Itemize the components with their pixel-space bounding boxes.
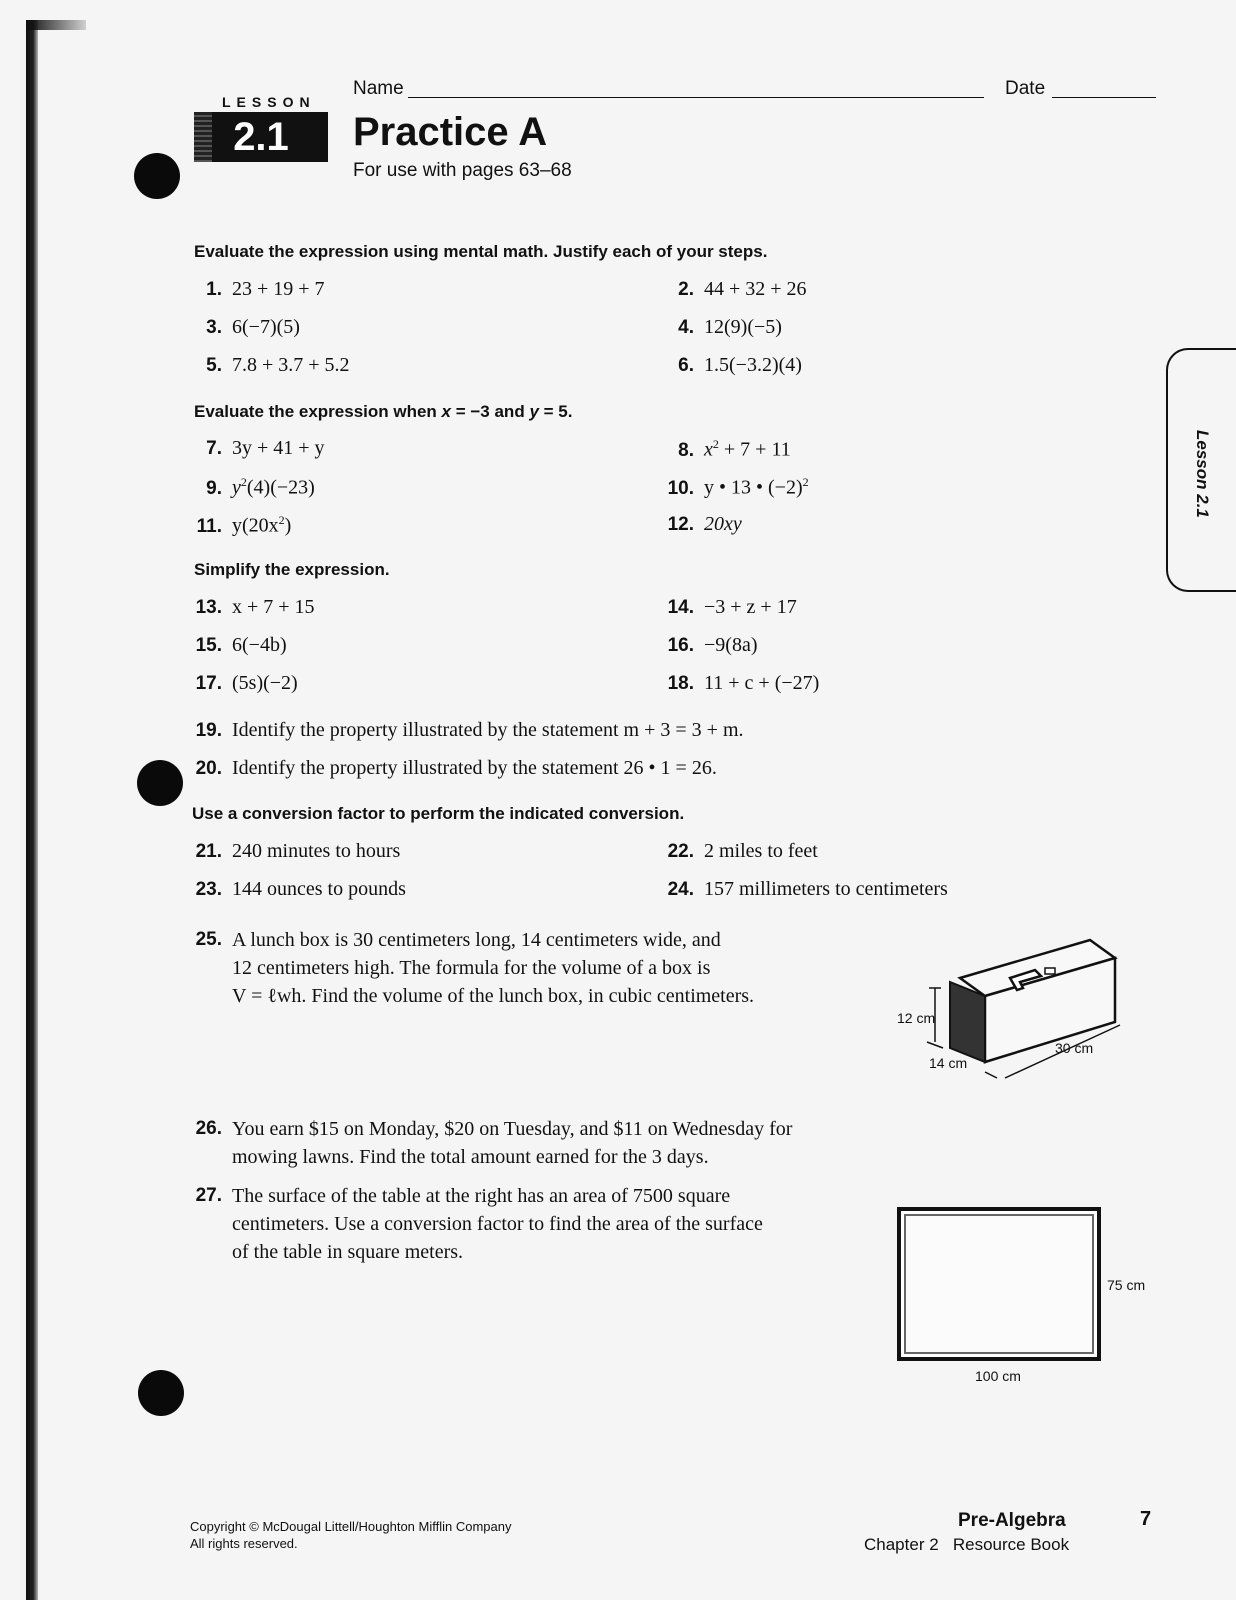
problem-14: 14. −3 + z + 17 — [667, 596, 797, 618]
punch-hole-top — [134, 153, 180, 199]
problem-18: 18. 11 + c + (−27) — [667, 672, 820, 694]
problem-21: 21. 240 minutes to hours — [195, 840, 401, 862]
problem-25: 25. A lunch box is 30 centimeters long, 14 centimeters wide, and 12 centimeters high. The formula for the volume of a box is V = ℓwh. Find the volume of the lunch box, in cubic centimeters. — [195, 929, 755, 1007]
section-heading-evaluate-xy: Evaluate the expression when x = −3 and y = 5. — [194, 402, 573, 421]
problem-24: 24. 157 millimeters to centimeters — [667, 878, 948, 900]
copyright: Copyright © McDougal Littell/Houghton Mifflin Company All rights reserved. — [190, 1519, 512, 1551]
problem-11: 11. $y(20x^2)$ — [196, 513, 292, 537]
table-height-label: 75 cm — [1107, 1277, 1146, 1293]
problem-6: 6. 1.5(−3.2)(4) — [678, 354, 802, 376]
problem-10: 10. y • 13 • $(-2)^2$ — [667, 475, 809, 499]
side-tab — [1166, 348, 1236, 592]
footer-chapter: Chapter 2 Resource Book — [864, 1535, 1070, 1554]
box-length-label: 30 cm — [1055, 1040, 1094, 1056]
footer-book-title: Pre-Algebra — [958, 1510, 1066, 1531]
table-width-label: 100 cm — [975, 1368, 1021, 1384]
problem-27: 27. The surface of the table at the right has an area of 7500 square centimeters. Use a conversion factor to find the area of the surface of the table in square meters. — [195, 1185, 763, 1263]
problem-2: 2. 44 + 32 + 26 — [678, 278, 807, 300]
page-title: Practice A — [353, 110, 548, 154]
punch-hole-bottom — [138, 1370, 184, 1416]
box-height-label: 12 cm — [897, 1010, 936, 1026]
lesson-label: LESSON — [222, 94, 316, 110]
problem-26: 26. You earn $15 on Monday, $20 on Tuesday, and $11 on Wednesday for mowing lawns. Find the total amount earned for the 3 days. — [195, 1118, 793, 1168]
lesson-number-badge — [194, 112, 328, 162]
problem-12: 12. 20xy — [667, 513, 742, 535]
name-label: Name — [353, 78, 404, 99]
side-tab-label: Lesson 2.1 — [1193, 430, 1212, 518]
problem-23: 23. 144 ounces to pounds — [195, 878, 406, 900]
problem-16: 16. −9(8a) — [667, 634, 758, 656]
punch-hole-middle — [137, 760, 183, 806]
problem-3: 3. 6(−7)(5) — [206, 316, 300, 338]
problem-5: 5. 7.8 + 3.7 + 5.2 — [206, 354, 350, 376]
table-surface-figure — [897, 1207, 1101, 1361]
lunch-box-icon — [905, 930, 1145, 1100]
problem-8: 8. $x^2 + 7 + 11$ — [678, 437, 791, 461]
lesson-number: 2.1 — [233, 115, 289, 159]
problem-7: 7. 3y + 41 + y — [206, 437, 325, 459]
lunch-box-figure — [897, 930, 1145, 1100]
section-heading-mental-math: Evaluate the expression using mental math. Justify each of your steps. — [194, 242, 768, 261]
date-field-line[interactable] — [1052, 97, 1156, 98]
problem-17: 17. (5s)(−2) — [195, 672, 298, 694]
date-label: Date — [1005, 78, 1046, 99]
problem-9: 9. $y^2(4)(-23)$ — [206, 475, 315, 499]
badge-texture — [194, 112, 212, 162]
problem-1: 1. 23 + 19 + 7 — [206, 278, 325, 300]
scan-binding-corner — [26, 20, 86, 30]
section-heading-simplify: Simplify the expression. — [194, 560, 390, 579]
problem-19: 19. Identify the property illustrated by the statement m + 3 = 3 + m. — [195, 719, 744, 741]
problem-15: 15. 6(−4b) — [195, 634, 287, 656]
name-field-line[interactable] — [408, 97, 984, 98]
page-subtitle: For use with pages 63–68 — [353, 160, 572, 181]
box-width-label: 14 cm — [929, 1055, 968, 1071]
page-number: 7 — [1140, 1508, 1152, 1530]
problem-22: 22. 2 miles to feet — [667, 840, 818, 862]
problem-13: 13. x + 7 + 15 — [195, 596, 315, 618]
problem-4: 4. 12(9)(−5) — [678, 316, 782, 338]
problem-20: 20. Identify the property illustrated by the statement 26 • 1 = 26. — [195, 757, 717, 779]
section-heading-conversion: Use a conversion factor to perform the indicated conversion. — [192, 804, 685, 823]
scan-binding-edge — [26, 20, 38, 1600]
